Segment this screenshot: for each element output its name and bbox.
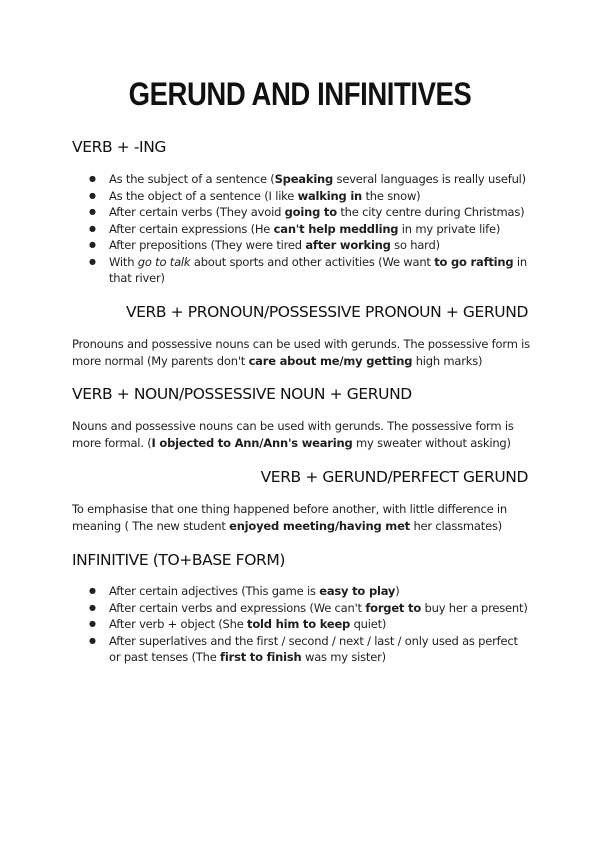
list-item: ● After prepositions (They were tired after working so hard) [72,237,532,254]
list-item: ● After certain verbs and expressions (We can't forget to buy her a present) [72,600,532,617]
list-item: ● After certain verbs (They avoid going to the city centre during Christmas) [72,204,532,221]
list-item: ● With go to talk about sports and other activities (We want to go rafting in that river) [72,254,532,287]
list-item: ● After superlatives and the first / second / next / last / only used as perfect or past tenses (The first to finish was my sister) [72,633,532,666]
paragraph-noun-gerund: Nouns and possessive nouns can be used with gerunds. The possessive form is more formal. (I objected to Ann/Ann's wearing my sweater without asking) [72,419,514,450]
heading-verb-noun-gerund: VERB + NOUN/POSSESSIVE NOUN + GERUND [72,385,412,403]
heading-verb-pronoun-gerund: VERB + PRONOUN/POSSESSIVE PRONOUN + GERUND [125,303,528,321]
list-item: ● After verb + object (She told him to keep quiet) [72,616,532,633]
infinitive-list [72,583,532,666]
paragraph-pronoun-gerund: Pronouns and possessive nouns can be used with gerunds. The possessive form is more normal (My parents don't care about me/my getting high marks) [72,337,530,368]
list-item: ● After certain expressions (He can't help meddling in my private life) [72,221,532,238]
list-item: ● As the subject of a sentence (Speaking several languages is really useful) [72,171,532,188]
heading-infinitive: INFINITIVE (TO+BASE FORM) [72,551,285,569]
heading-verb-perfect-gerund: VERB + GERUND/PERFECT GERUND [260,468,528,486]
list-item: ● After certain adjectives (This game is easy to play) [72,583,532,600]
heading-verb-ing: VERB + -ING [72,138,167,156]
paragraph-perfect-gerund: To emphasise that one thing happened before another, with little difference in meaning ( The new student enjoyed meeting/having met her classmates) [72,502,507,533]
page-title: GERUND AND INFINITIVES [128,76,472,112]
verb-ing-list [72,171,532,287]
list-item: ● As the object of a sentence (I like walking in the snow) [72,188,532,205]
